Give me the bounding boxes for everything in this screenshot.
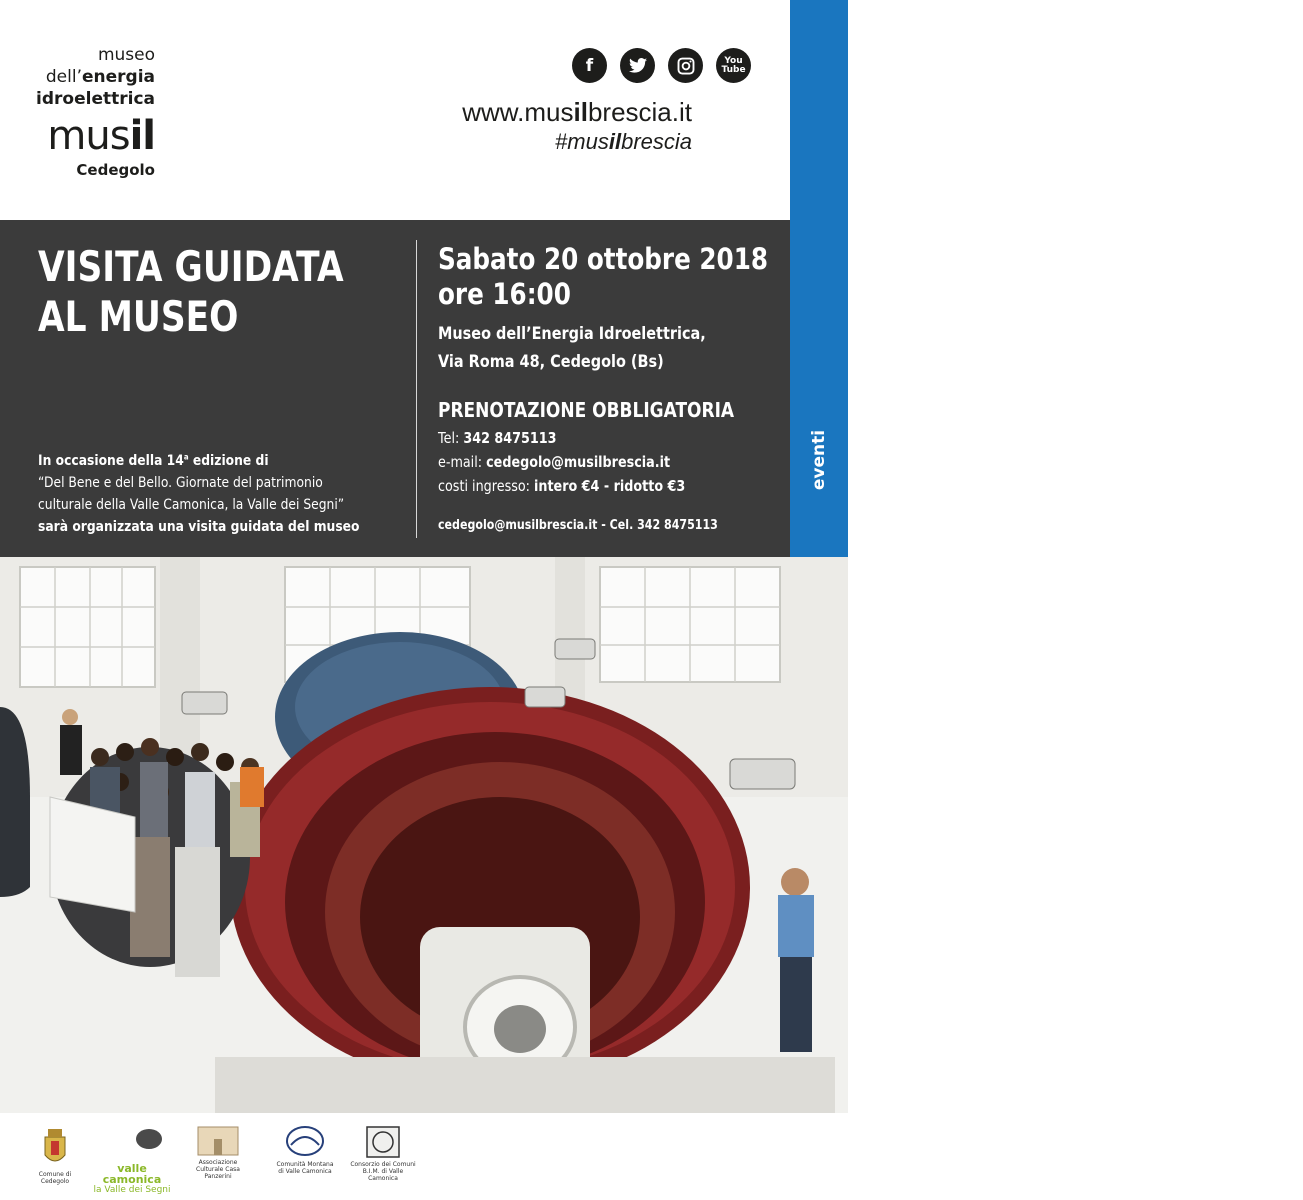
sponsor-comunita-montana[interactable]: Comunità Montana di Valle Camonica [275, 1125, 335, 1175]
sidebar-label: eventi - events [809, 429, 1303, 491]
booking-info: Tel: 342 8475113 e-mail: cedegolo@musilbrescia.it costi ingresso: intero €4 - ridotto €3 [438, 429, 686, 495]
email-link[interactable]: cedegolo@musilbrescia.it [486, 453, 671, 471]
sponsor-valle-camonica[interactable]: valle camonica la Valle dei Segni [92, 1125, 172, 1195]
twitter-icon[interactable] [620, 48, 655, 83]
facebook-icon[interactable]: f [572, 48, 607, 83]
sponsor-casa-panzerini[interactable]: Associazione Culturale Casa Panzerini [188, 1125, 248, 1180]
header [0, 0, 790, 220]
sponsor-comune-cedegolo[interactable]: Comune di Cedegolo [33, 1125, 77, 1185]
youtube-icon[interactable]: You Tube [716, 48, 751, 83]
social-links [572, 48, 751, 83]
event-description: In occasione della 14$^a$ edizione di “Del Bene e del Bello. Giornate del patrimonio culturale della Valle Camonica, la Valle dei Segni” sarà organizzata una visita guidata del museo [38, 452, 360, 535]
logo-line-energia: dell’energia [45, 67, 155, 87]
seal-icon [363, 1125, 403, 1159]
emblem-icon [283, 1125, 327, 1159]
valle-camonica-logo-icon [97, 1125, 167, 1161]
instagram-icon[interactable] [668, 48, 703, 83]
event-title: VISITA GUIDATA AL MUSEO [38, 242, 344, 341]
sponsor-consorzio-bim[interactable]: Consorzio dei Comuni B.I.M. di Valle Camonica [348, 1125, 418, 1182]
generator-hall-illustration [0, 557, 848, 1113]
logo-line-museo: museo [97, 45, 155, 65]
logo-city: Cedegolo [76, 161, 155, 179]
event-band [0, 220, 790, 557]
building-icon [196, 1125, 240, 1157]
events-sidebar [790, 0, 1303, 557]
museum-photo [0, 557, 848, 1113]
phone-link[interactable]: 342 8475113 [463, 429, 557, 447]
column-divider [416, 240, 417, 538]
event-location: Museo dell’Energia Idroelettrica, Via Roma 48, Cedegolo (Bs) [438, 324, 706, 372]
event-date: Sabato 20 ottobre 2018 ore 16:00 [438, 242, 768, 311]
musil-logo[interactable] [30, 44, 155, 180]
booking-title: PRENOTAZIONE OBBLIGATORIA [438, 398, 735, 422]
event-details [438, 242, 768, 498]
hashtag: #musilbrescia [555, 129, 692, 154]
logo-line-idroelettrica: idroelettrica [36, 89, 155, 109]
website-link[interactable]: www.musilbrescia.it [462, 97, 692, 127]
logo-brand: musil [47, 113, 155, 159]
sponsor-logos [0, 1113, 848, 1200]
contact-footer: cedegolo@musilbrescia.it - Cel. 342 8475113 [438, 518, 718, 533]
coat-of-arms-icon [40, 1125, 70, 1169]
